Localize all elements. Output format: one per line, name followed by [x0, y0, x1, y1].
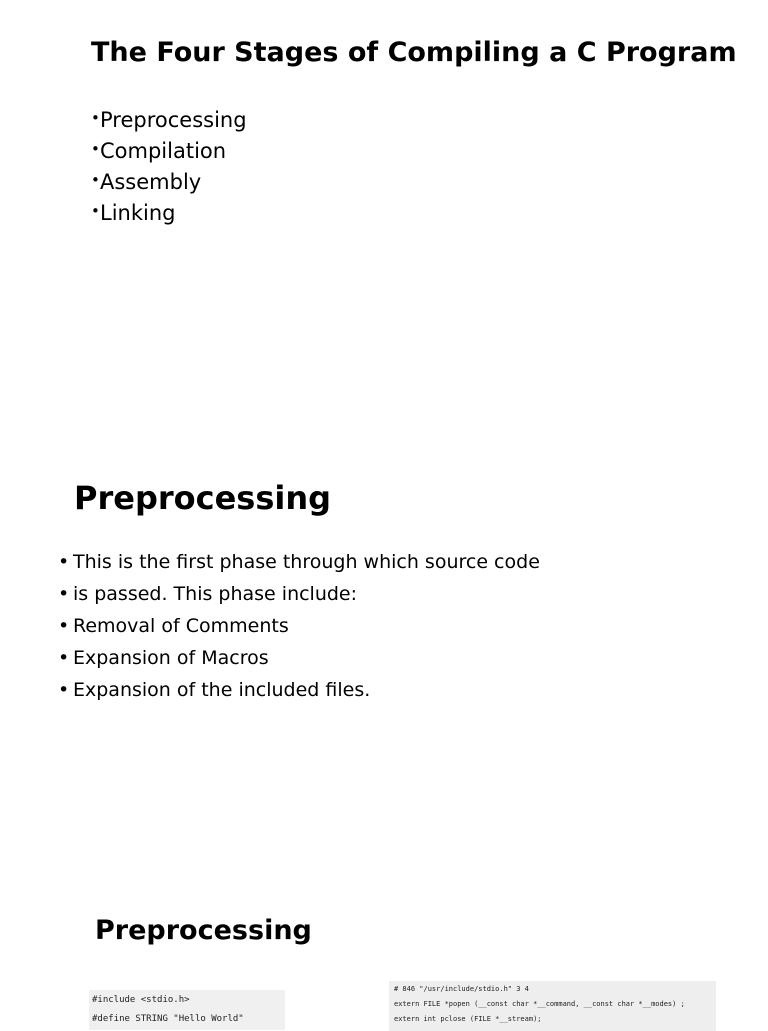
bullet-icon: • [91, 202, 100, 220]
list-item-label: Compilation [100, 139, 227, 163]
list-item [91, 105, 247, 136]
list-item-label: Assembly [100, 170, 202, 194]
bullet-icon: • [91, 109, 100, 127]
bullet-icon: • [58, 583, 70, 605]
list-item [58, 578, 540, 610]
list-item [58, 610, 540, 642]
code-line: # 846 "/usr/include/stdio.h" 3 4 [394, 985, 529, 993]
list-item [91, 167, 247, 198]
bullet-icon: • [58, 615, 70, 637]
list-item-label: is passed. This phase include: [73, 583, 358, 605]
section-title: Preprocessing [95, 915, 312, 946]
bullet-icon: • [58, 647, 70, 669]
list-item-label: Expansion of Macros [73, 647, 269, 669]
source-code-snippet [89, 990, 285, 1030]
stages-list [91, 105, 247, 229]
slide-title: The Four Stages of Compiling a C Program [91, 37, 737, 68]
list-item-label: Preprocessing [100, 108, 247, 132]
list-item-label: Expansion of the included files. [73, 679, 371, 701]
preprocessing-list [58, 546, 540, 706]
bullet-icon: • [91, 140, 100, 158]
list-item [58, 642, 540, 674]
code-line: extern FILE *popen (__const char *__command, __const char *__modes) ; [394, 1000, 685, 1008]
bullet-icon: • [91, 171, 100, 189]
list-item-label: Linking [100, 201, 176, 225]
section-title: Preprocessing [74, 479, 332, 517]
list-item-label: Removal of Comments [73, 615, 289, 637]
code-line: #define STRING "Hello World" [92, 1014, 244, 1024]
list-item [58, 674, 540, 706]
code-line: extern int pclose (FILE *__stream); [394, 1015, 542, 1023]
list-item-label: This is the first phase through which source code [73, 551, 540, 573]
list-item [91, 198, 247, 229]
bullet-icon: • [58, 679, 70, 701]
code-line: #include <stdio.h> [92, 995, 190, 1005]
list-item [58, 546, 540, 578]
list-item [91, 136, 247, 167]
bullet-icon: • [58, 551, 70, 573]
